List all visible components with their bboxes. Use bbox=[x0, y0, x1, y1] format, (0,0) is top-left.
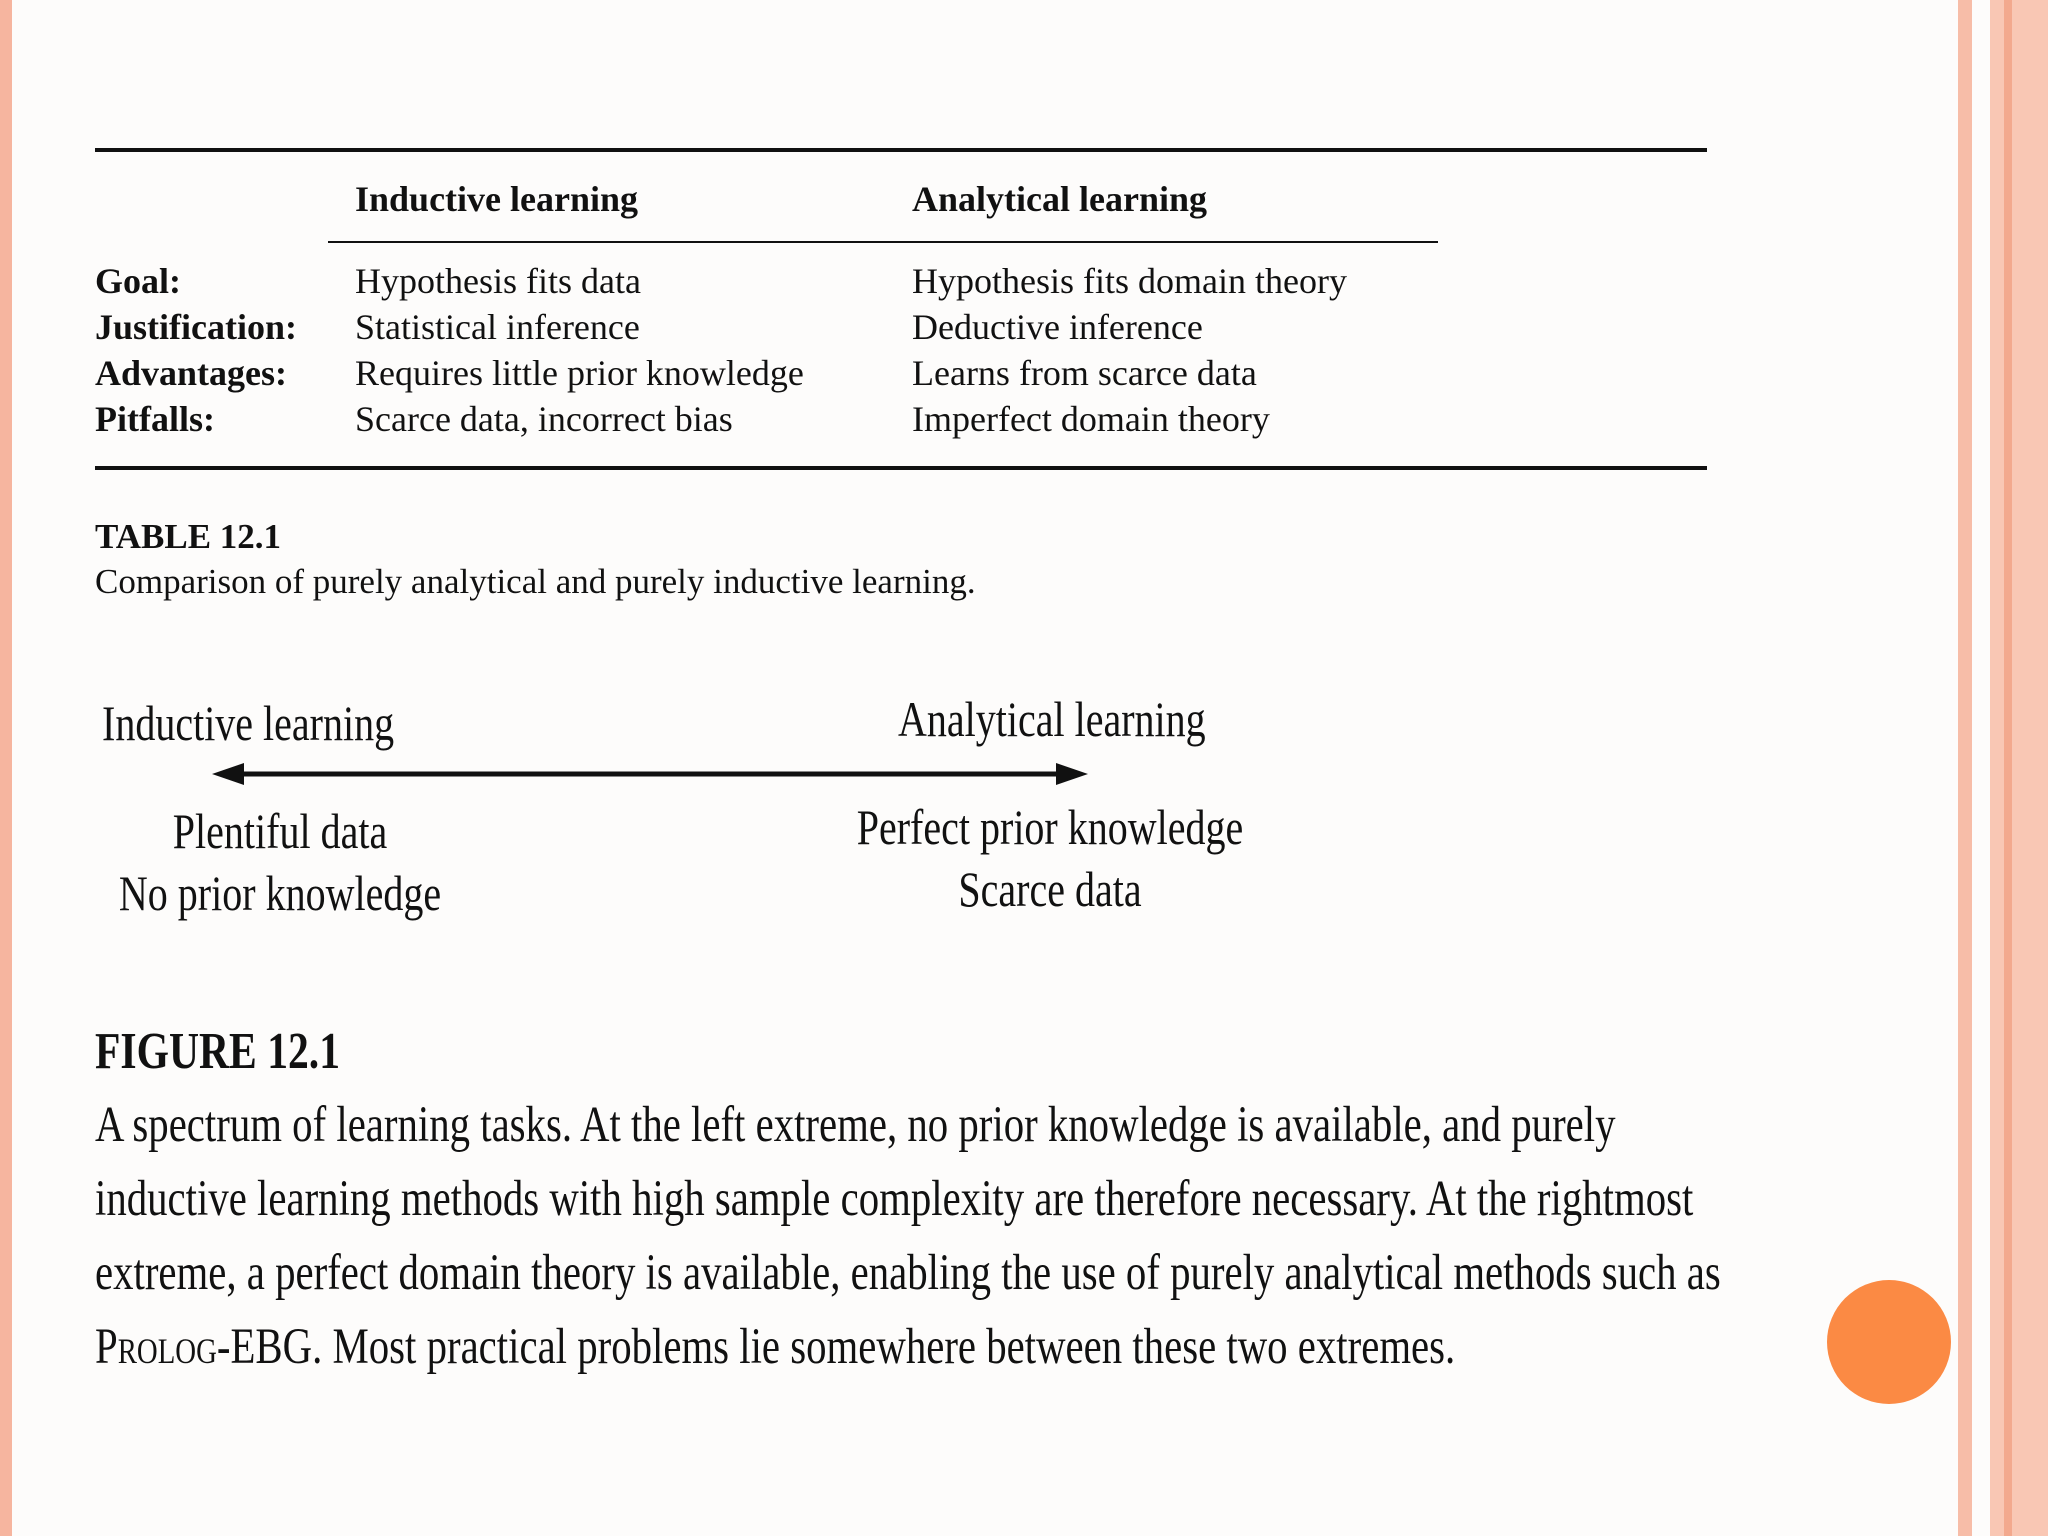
table-cell: Hypothesis fits data bbox=[355, 261, 641, 301]
arrow-left-head bbox=[212, 763, 244, 785]
table-cell: Imperfect domain theory bbox=[912, 399, 1270, 439]
figure-left-title: Inductive learning bbox=[102, 695, 395, 751]
figure-caption-line: extreme, a perfect domain theory is available, enabling the use of purely analytical methods such as bbox=[95, 1245, 1721, 1301]
slide-right-border-outer bbox=[1990, 0, 2048, 1536]
double-arrow bbox=[200, 754, 1100, 794]
table-bottom-rule bbox=[95, 466, 1707, 470]
table-top-rule bbox=[95, 148, 1707, 152]
figure-right-line: Scarce data bbox=[958, 861, 1142, 917]
figure-right-title: Analytical learning bbox=[898, 691, 1206, 747]
slide-right-border-line bbox=[2004, 0, 2012, 1536]
table-cell: Deductive inference bbox=[912, 307, 1203, 347]
table-cell: Requires little prior knowledge bbox=[355, 353, 804, 393]
table-row-label: Justification: bbox=[95, 307, 297, 347]
table-cell: Learns from scarce data bbox=[912, 353, 1257, 393]
slide-right-border-inner bbox=[1958, 0, 1972, 1536]
table-cell: Hypothesis fits domain theory bbox=[912, 261, 1347, 301]
table-header-analytical: Analytical learning bbox=[912, 179, 1207, 219]
table-row-label: Goal: bbox=[95, 261, 181, 301]
figure-caption-line: inductive learning methods with high sample complexity are therefore necessary. At the rightmost bbox=[95, 1171, 1694, 1227]
table-cell: Scarce data, incorrect bias bbox=[355, 399, 733, 439]
figure-caption-line-rest: -EBG. Most practical problems lie somewhere between these two extremes. bbox=[216, 1319, 1456, 1375]
table-caption-label: TABLE 12.1 bbox=[95, 517, 282, 556]
slide-left-border bbox=[0, 0, 12, 1536]
table-row-label: Pitfalls: bbox=[95, 399, 215, 439]
arrow-right-head bbox=[1056, 763, 1088, 785]
figure-caption-line: A spectrum of learning tasks. At the left extreme, no prior knowledge is available, and purely bbox=[95, 1097, 1616, 1153]
accent-dot bbox=[1827, 1280, 1951, 1404]
figure-left-line: No prior knowledge bbox=[118, 865, 442, 921]
figure-caption bbox=[95, 1088, 1721, 1384]
table-cell: Statistical inference bbox=[355, 307, 640, 347]
figure-label: FIGURE 12.1 bbox=[95, 1023, 340, 1080]
figure-left-line: Plentiful data bbox=[172, 803, 388, 859]
figure-right-line: Perfect prior knowledge bbox=[856, 799, 1244, 855]
prolog-term: Prolog bbox=[95, 1319, 217, 1375]
table-header-rule bbox=[328, 241, 1438, 243]
table-caption-text: Comparison of purely analytical and purely inductive learning. bbox=[95, 562, 976, 601]
table-header-inductive: Inductive learning bbox=[355, 179, 639, 219]
table-row-label: Advantages: bbox=[95, 353, 288, 393]
figure-caption-line bbox=[95, 1310, 1715, 1384]
